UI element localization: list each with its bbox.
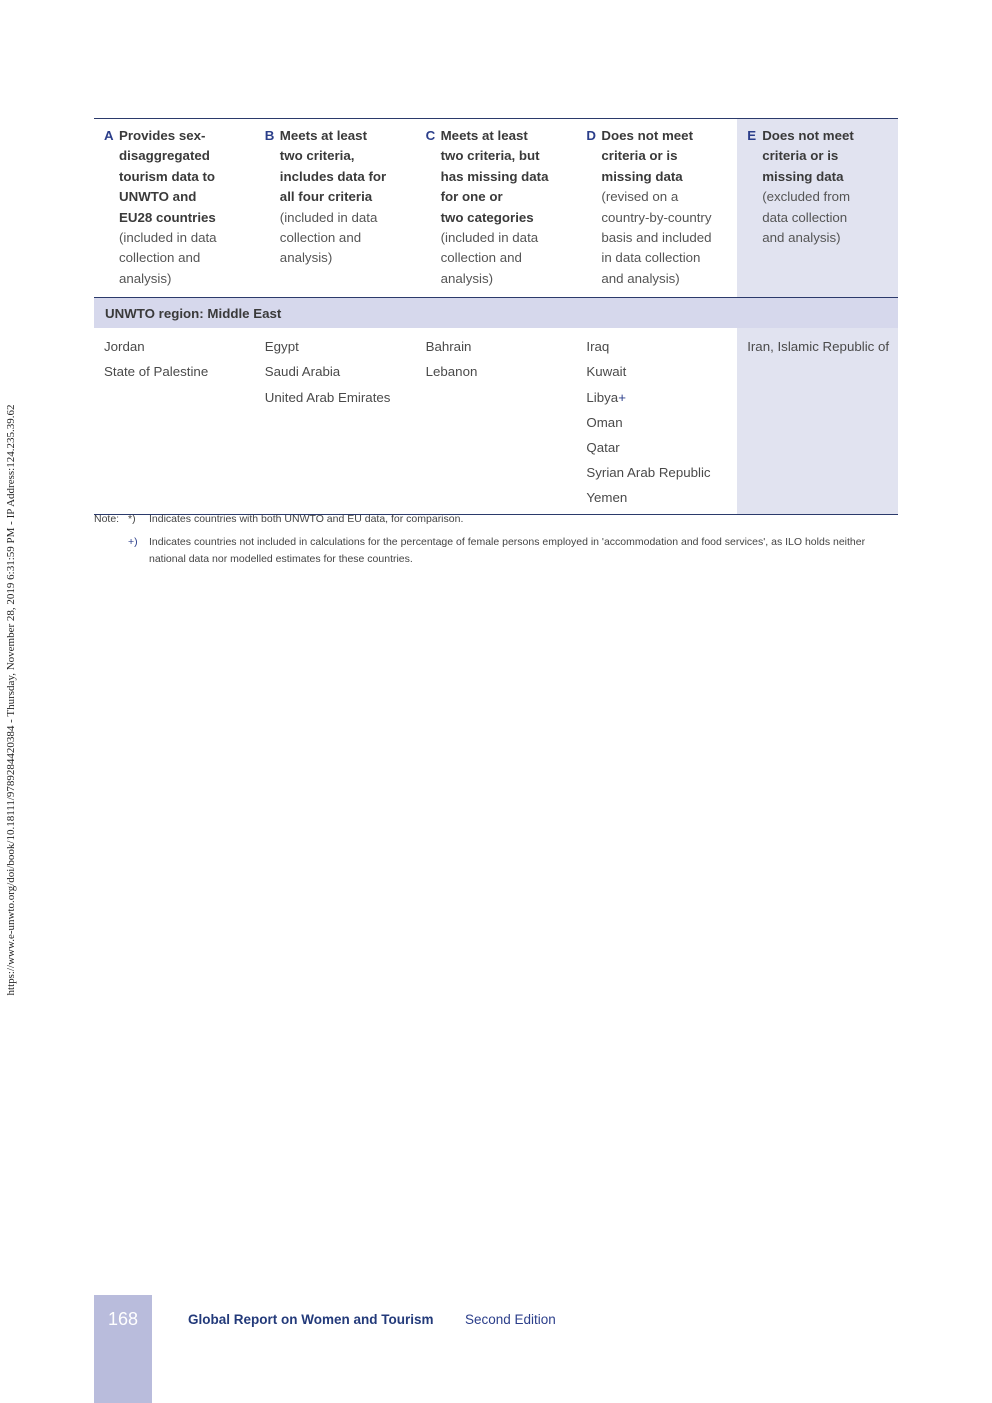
- note-symbol: +): [128, 535, 138, 548]
- table-header-row: [94, 119, 898, 297]
- col-note-line: basis and included: [601, 230, 712, 246]
- col-title-line: criteria or is: [762, 148, 839, 164]
- country-name: Yemen: [586, 490, 628, 506]
- header-col-c: [416, 119, 577, 297]
- countries-col-b: [255, 328, 416, 513]
- col-title-line: includes data for: [279, 168, 387, 184]
- header-col-e: [737, 119, 898, 297]
- col-note-line: (included in data: [440, 230, 539, 246]
- footer-report-title: Global Report on Women and Tourism: [188, 1312, 434, 1327]
- col-title-line: all four criteria: [279, 189, 373, 205]
- plus-marker: +: [618, 389, 626, 405]
- col-letter: A: [104, 128, 114, 143]
- col-note-line: (included in data: [279, 209, 378, 225]
- country-name: Iran, Islamic Republic of: [747, 339, 890, 355]
- page-number: 168: [107, 1309, 139, 1329]
- page-number-box: [94, 1295, 152, 1403]
- col-title-line: for one or: [440, 189, 503, 205]
- col-note-line: analysis): [440, 270, 494, 286]
- region-band: [94, 297, 898, 328]
- col-title-line: has missing data: [440, 168, 549, 184]
- country-name: Qatar: [586, 440, 620, 456]
- side-access-stamp: [0, 0, 22, 1403]
- note-text: Indicates countries not included in calculations for the percentage of female persons employed in 'accommodation and food services', as ILO holds neither national data nor modelled estimates for these countries.: [149, 535, 866, 565]
- col-letter: D: [586, 128, 596, 143]
- countries-col-e: [737, 328, 898, 513]
- col-note-line: collection and analysis): [119, 250, 201, 286]
- col-note-line: and analysis): [762, 230, 841, 246]
- col-title-line: Provides sex-: [119, 128, 206, 143]
- country-name: Bahrain: [425, 339, 472, 355]
- header-col-d: [576, 119, 737, 297]
- country-name: Jordan: [104, 339, 145, 355]
- col-note-line: in data collection: [601, 250, 701, 266]
- country-name: Kuwait: [586, 364, 627, 380]
- header-col-a: [94, 119, 255, 297]
- header-col-b: [255, 119, 416, 297]
- note-line: [94, 534, 898, 569]
- col-title-line: Does not meet: [762, 128, 854, 143]
- col-note-line: (revised on a: [601, 189, 679, 205]
- col-note-line: (excluded from: [762, 189, 851, 205]
- countries-col-a: [94, 328, 255, 513]
- col-title-line: Meets at least: [279, 128, 368, 143]
- col-title-line: missing data: [762, 168, 844, 184]
- col-letter: B: [264, 128, 275, 143]
- col-title-line: Meets at least: [440, 128, 528, 143]
- col-letter: C: [425, 128, 436, 143]
- region-label: UNWTO region: Middle East: [105, 305, 282, 321]
- col-note-line: collection and: [440, 250, 522, 266]
- col-title-line: two criteria,: [279, 148, 355, 164]
- col-title-line: UNWTO and: [119, 189, 197, 205]
- table-notes: [94, 511, 898, 569]
- country-name: Oman: [586, 414, 623, 430]
- note-symbol: *): [128, 513, 136, 525]
- country-name: Iraq: [586, 339, 610, 355]
- col-note-line: analysis): [279, 250, 333, 266]
- col-title-line: Does not meet: [601, 128, 694, 143]
- note-line: [94, 511, 898, 529]
- col-note-line: (included in data: [119, 230, 217, 246]
- col-title-line: two criteria, but: [440, 148, 540, 164]
- country-name-with-marker: [586, 385, 731, 410]
- country-name: State of Palestine: [104, 364, 209, 380]
- countries-col-c: [416, 328, 577, 513]
- criteria-table: [94, 118, 898, 515]
- col-letter: E: [747, 128, 757, 143]
- table-row: [94, 328, 898, 513]
- countries-col-d: [576, 328, 737, 513]
- footer-edition: Second Edition: [465, 1312, 556, 1327]
- country-name: United Arab Emirates: [264, 389, 391, 405]
- col-title-line: disaggregated: [119, 148, 210, 164]
- col-note-line: data collection: [762, 209, 848, 225]
- country-name: Saudi Arabia: [264, 364, 341, 380]
- side-access-stamp-text: https://www.e-unwto.org/doi/book/10.18111/9789284420384 - Thursday, November 28, 2019 6:31:59 PM - IP Address:124.235.39.62: [5, 404, 17, 996]
- col-note-line: collection and: [279, 230, 362, 246]
- country-name: Lebanon: [425, 364, 478, 380]
- country-name: Egypt: [264, 339, 299, 355]
- col-title-line: criteria or is: [601, 148, 678, 164]
- note-text: Indicates countries with both UNWTO and EU data, for comparison.: [149, 513, 464, 525]
- col-note-line: country-by-country: [601, 209, 712, 225]
- note-lead: Note:: [94, 513, 120, 525]
- col-title-line: EU28 countries: [119, 209, 216, 225]
- col-title-line: missing data: [601, 168, 683, 184]
- country-name: Libya: [586, 389, 619, 405]
- col-title-line: tourism data to: [119, 168, 216, 184]
- col-note-line: and analysis): [601, 270, 680, 286]
- country-name: Syrian Arab Republic: [586, 465, 711, 481]
- col-title-line: two categories: [440, 209, 534, 225]
